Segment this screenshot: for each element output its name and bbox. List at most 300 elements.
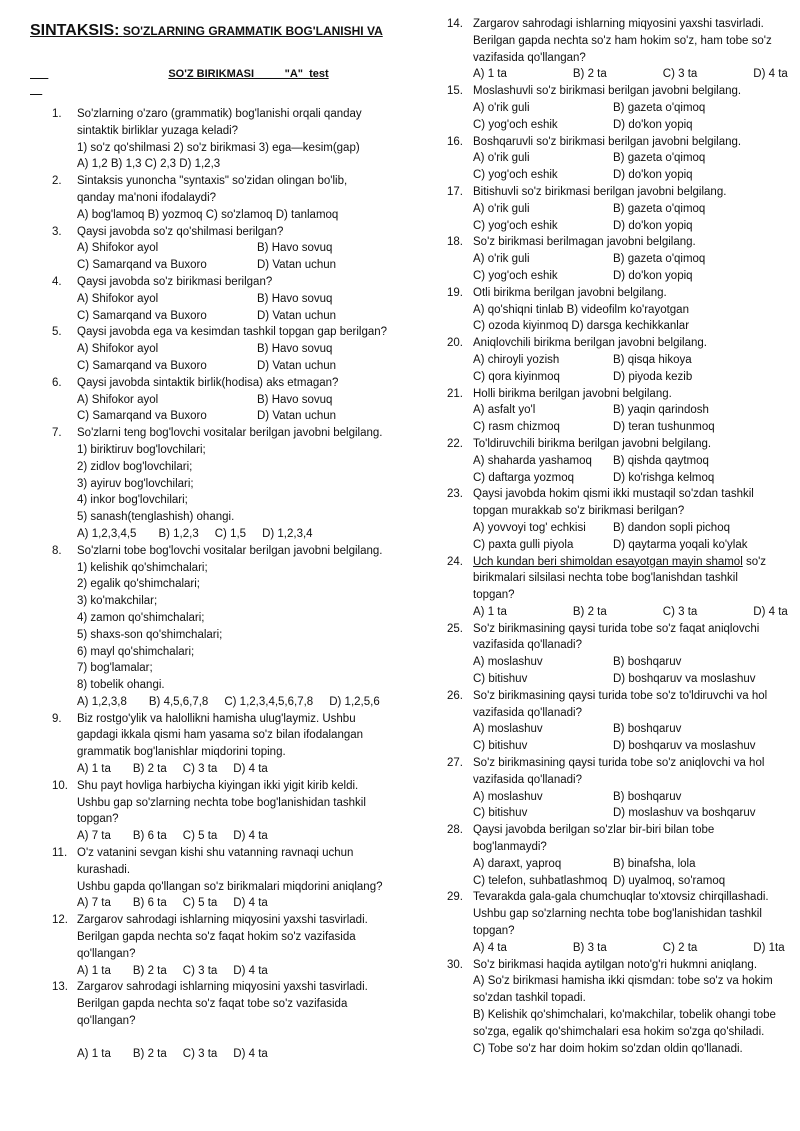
answer-row: [77, 694, 388, 711]
question-text-body: Shu payt hovliga harbiycha kiyingan ikki yigit kirib keldi. Ushbu gap so'zlarning nechta tobe bog'lanishidan tashkil topgan?: [77, 779, 366, 826]
question-item: [30, 543, 388, 711]
answer-option: B) 2 ta: [572, 68, 607, 81]
answer-option: B) boshqaruv: [613, 723, 682, 736]
question-item: [30, 173, 388, 223]
answer-option: C) bitishuv: [473, 740, 528, 753]
page-title: [30, 22, 388, 40]
page-subtitle: [30, 50, 388, 98]
question-item: [447, 957, 782, 1058]
answer-row: [77, 1046, 388, 1063]
answer-option: B) 2 ta: [572, 605, 607, 618]
question-text-body: So'zlarni teng bog'lovchi vositalar berilgan javobni belgilang.: [77, 427, 383, 440]
answer-option: B) qisqa hikoya: [613, 353, 692, 366]
answer-option: B) 2 ta: [132, 1047, 167, 1060]
question-extra-line: 1) so'z qo'shilmasi 2) so'z birikmasi 3) ega—kesim(gap): [77, 141, 360, 154]
answer-option: D) 1ta: [753, 941, 785, 954]
question-item: [447, 335, 782, 385]
question-extra-line: 8) tobelik ohangi.: [77, 679, 165, 692]
question-text-body: Biz rostgo'ylik va halollikni hamisha ulug'laymiz. Ushbu gapdagi ikkala qismi ham yasama so'z bilan ifodalangan grammatik bog'lanishlar miqdorini toping.: [77, 712, 364, 759]
answer-row: [473, 537, 782, 554]
right-column: [447, 16, 788, 1057]
answer-option: B) gazeta o'qimoq: [613, 152, 706, 165]
answer-row: [473, 369, 782, 386]
spacer: [77, 1030, 388, 1046]
answer-option: C) 1,5: [214, 527, 247, 540]
question-number: 10.: [52, 779, 68, 792]
question-number: 8.: [52, 544, 62, 557]
answer-row: [473, 856, 782, 873]
answer-option: D) do'kon yopiq: [613, 169, 693, 182]
answer-row: [77, 963, 388, 980]
answer-option: C) yog'och eshik: [473, 269, 558, 282]
answer-row: [473, 520, 782, 537]
question-number: 3.: [52, 225, 62, 238]
answer-option: B) Havo sovuq: [257, 242, 333, 255]
question-number: 6.: [52, 376, 62, 389]
answer-row: [77, 408, 388, 425]
answer-option: D) uyalmoq, so'ramoq: [613, 874, 726, 887]
answer-option: A) 1 ta: [77, 1047, 111, 1060]
answer-option: A) bog'lamoq B) yozmoq C) so'zlamoq D) tanlamoq: [77, 208, 339, 221]
answer-option: C) yog'och eshik: [473, 219, 558, 232]
subtitle-text: SO'Z BIRIKMASI "A" test: [168, 68, 329, 80]
question-text-body: O'z vatanini sevgan kishi shu vatanning ravnaqi uchun kurashadi.: [77, 847, 354, 876]
question-number: 7.: [52, 427, 62, 440]
question-extra-line: 1) biriktiruv bog'lovchilari;: [77, 443, 206, 456]
question-text: [77, 375, 388, 392]
answer-option: D) boshqaruv va moslashuv: [613, 740, 756, 753]
answer-option: D) do'kon yopiq: [613, 269, 693, 282]
question-number: 27.: [447, 757, 463, 770]
question-text-body: Moslashuvli so'z birikmasi berilgan javobni belgilang.: [473, 85, 742, 98]
question-text-body: So'z birikmasining qaysi turida tobe so'z to'ldiruvchi va hol vazifasida qo'llanadi?: [473, 689, 768, 719]
answer-option: A) o'rik guli: [473, 101, 530, 114]
answer-option: B) 6 ta: [132, 830, 167, 843]
question-number: 30.: [447, 958, 463, 971]
question-text: [473, 335, 782, 352]
answer-option: D) piyoda kezib: [613, 370, 693, 383]
answer-option: D) do'kon yopiq: [613, 118, 693, 131]
question-text-body: Qaysi javobda so'z qo'shilmasi berilgan?: [77, 225, 284, 238]
question-item: [30, 778, 388, 845]
answer-option: D) moslashuv va boshqaruv: [613, 807, 756, 820]
question-text-body: Tevarakda gala-gala chumchuqlar to'xtovsiz chirqillashadi.: [473, 891, 769, 904]
question-extra-line: 3) ko'makchilar;: [77, 595, 158, 608]
answer-row: [77, 392, 388, 409]
question-number: 14.: [447, 18, 463, 30]
answer-option: D) 4 ta: [233, 830, 268, 843]
answer-option: C) bitishuv: [473, 807, 528, 820]
question-item: [447, 386, 782, 436]
question-text: [77, 845, 388, 879]
answer-option: C) yog'och eshik: [473, 118, 558, 131]
answer-option: C) 3 ta: [182, 1047, 218, 1060]
question-text: [77, 324, 388, 341]
answer-option: C) qora kiyinmoq: [473, 370, 560, 383]
answer-option: C) 5 ta: [182, 830, 218, 843]
answer-option: B) boshqaruv: [613, 790, 682, 803]
answer-option: C) 5 ta: [182, 897, 218, 910]
question-item: [30, 979, 388, 1062]
answer-option: C) bitishuv: [473, 673, 528, 686]
question-number: 17.: [447, 185, 463, 198]
question-extra-line: 3) ayiruv bog'lovchilari;: [77, 477, 194, 490]
question-text-body: So'z birikmasining qaysi turida tobe so'z aniqlovchi va hol vazifasida qo'llanadi?: [473, 757, 765, 786]
question-text-body: To'ldiruvchili birikma berilgan javobni belgilang.: [473, 437, 712, 450]
question-text-body: Zargarov sahrodagi ishlarning miqyosini yaxshi tasvirladi. Berilgan gapda nechta so'z ham hokim so'z, ham tobe so'z vazifasida qo'llangan?: [473, 18, 772, 64]
question-item: [447, 554, 788, 621]
answer-option: D) 4 ta: [753, 68, 788, 81]
question-list-left: [30, 106, 388, 1063]
answer-option: A) 1 ta: [77, 964, 111, 977]
answer-row: [77, 207, 388, 224]
question-text-body: Aniqlovchili birikma berilgan javobni belgilang.: [473, 337, 707, 350]
question-item: [447, 621, 782, 688]
question-text: [473, 486, 782, 520]
answer-option: B) 2 ta: [132, 763, 167, 776]
question-item: [447, 822, 782, 889]
answer-option: D) 4 ta: [233, 1047, 268, 1060]
question-text-body: Qaysi javobda berilgan so'zlar bir-biri bilan tobe bog'lanmaydi?: [473, 824, 715, 854]
answer-option: D) boshqaruv va moslashuv: [613, 673, 756, 686]
answer-row: [473, 66, 788, 83]
question-text: [473, 822, 782, 856]
question-text: [77, 778, 388, 828]
question-number: 9.: [52, 712, 62, 725]
answer-row: [473, 940, 785, 957]
answer-row: [77, 828, 388, 845]
question-number: 4.: [52, 275, 62, 288]
answer-option: A) 4 ta: [473, 941, 507, 954]
question-extra-line: Ushbu gap so'zlarning nechta tobe bog'lanishidan tashkil topgan?: [473, 908, 762, 938]
question-extra-line: 2) egalik qo'shimchalari;: [77, 578, 201, 591]
answer-option: A) 1 ta: [473, 68, 507, 81]
answer-option: C) daftarga yozmoq: [473, 471, 574, 484]
question-number: 2.: [52, 175, 62, 188]
question-text-body: Otli birikma berilgan javobni belgilang.: [473, 286, 667, 299]
question-text-body: So'z birikmasi haqida aytilgan noto'g'ri hukmni aniqlang.: [473, 958, 758, 971]
answer-option: C) 3 ta: [662, 68, 698, 81]
question-extra-line: 2) zidlov bog'lovchilari;: [77, 460, 193, 473]
question-extra-line: 5) shaxs-son qo'shimchalari;: [77, 628, 223, 641]
answer-option: D) qaytarma yoqali ko'ylak: [613, 538, 748, 551]
answer-row: [473, 789, 782, 806]
question-item: [30, 224, 388, 274]
question-text: [473, 957, 782, 974]
question-number: 18.: [447, 236, 463, 249]
answer-option: A) moslashuv: [473, 790, 543, 803]
answer-option: B) 6 ta: [132, 897, 167, 910]
question-extra-line: Ushbu gapda qo'llangan so'z birikmalari miqdorini aniqlang?: [77, 880, 383, 893]
answer-option: D) ko'rishga kelmoq: [613, 471, 715, 484]
question-text: [473, 889, 782, 906]
answer-row: [473, 453, 782, 470]
question-text: [77, 274, 388, 291]
answer-row: [473, 721, 782, 738]
answer-option: C) yog'och eshik: [473, 169, 558, 182]
answer-option: B) gazeta o'qimoq: [613, 253, 706, 266]
answer-option: D) Vatan uchun: [257, 259, 337, 272]
question-text-body: Boshqaruvli so'z birikmasi berilgan javobni belgilang.: [473, 135, 742, 148]
question-text-body: Holli birikma berilgan javobni belgilang.: [473, 387, 672, 400]
question-item: [30, 845, 388, 912]
question-extra-line: 7) bog'lamalar;: [77, 662, 153, 675]
answer-option: A) o'rik guli: [473, 202, 530, 215]
answer-option: A) 7 ta: [77, 897, 111, 910]
answer-option: A) 1,2,3,4,5: [77, 527, 137, 540]
question-number: 28.: [447, 824, 463, 837]
question-text-body: So'zlarni tobe bog'lovchi vositalar berilgan javobni belgilang.: [77, 544, 383, 557]
question-item: [30, 375, 388, 425]
answer-option: C) Samarqand va Buxoro: [77, 309, 207, 322]
answer-row: [473, 251, 782, 268]
question-number: 11.: [52, 847, 68, 860]
answer-row: [473, 402, 782, 419]
question-text-body: So'z birikmasining qaysi turida tobe so'z faqat aniqlovchi vazifasida qo'llanadi?: [473, 622, 760, 652]
question-extra-line: B) Kelishik qo'shimchalari, ko'makchilar, tobelik ohangi tobe so'zga, egalik qo'shimchalari esa hokim so'zga qo'shiladi.: [473, 1009, 776, 1038]
answer-row: [473, 100, 782, 117]
answer-row: [473, 302, 782, 319]
answer-option: D) Vatan uchun: [257, 309, 337, 322]
question-text: [473, 755, 782, 789]
question-item: [447, 486, 782, 553]
question-text-body: Qaysi javobda ega va kesimdan tashkil topgan gap berilgan?: [77, 326, 388, 339]
answer-option: A) Shifokor ayol: [77, 393, 159, 406]
answer-row: [473, 318, 782, 335]
question-extra-line: 4) inkor bog'lovchilari;: [77, 494, 188, 507]
answer-option: A) moslashuv: [473, 656, 543, 669]
answer-option: B) yaqin qarindosh: [613, 404, 709, 417]
question-text: [77, 224, 388, 241]
question-item: [30, 324, 388, 374]
answer-option: C) 3 ta: [662, 605, 698, 618]
question-number: 21.: [447, 387, 463, 400]
question-text: [473, 134, 782, 151]
question-text-body: Sintaksis yunoncha "syntaxis" so'zidan olingan bo'lib, qanday ma'noni ifodalaydi?: [77, 175, 348, 204]
question-text: [473, 436, 782, 453]
question-text-body: Qaysi javobda hokim qismi ikki mustaqil so'zdan tashkil topgan murakkab so'z birikmasi berilgan?: [473, 488, 754, 518]
answer-row: [473, 604, 788, 621]
answer-option: B) 1,2,3: [158, 527, 199, 540]
answer-option: A) shaharda yashamoq: [473, 454, 592, 467]
title-rest: SO'ZLARNING GRAMMATIK BOG'LANISHI VA: [122, 24, 383, 38]
question-text: [473, 554, 782, 604]
answer-option: C) Samarqand va Buxoro: [77, 359, 207, 372]
answer-option: C) 3 ta: [182, 964, 218, 977]
question-extra-line: 4) zamon qo'shimchalari;: [77, 611, 205, 624]
question-extra-line: A) So'z birikmasi hamisha ikki qismdan: tobe so'z va hokim so'zdan tashkil topadi.: [473, 975, 773, 1005]
question-text: [473, 285, 782, 302]
answer-option: A) chiroyli yozish: [473, 353, 560, 366]
answer-row: [77, 358, 388, 375]
question-number: 1.: [52, 108, 62, 120]
answer-option: B) Havo sovuq: [257, 393, 333, 406]
answer-option: C) telefon, suhbatlashmoq: [473, 874, 608, 887]
question-item: [30, 425, 388, 543]
answer-option: B) 4,5,6,7,8: [148, 695, 209, 708]
answer-option: A) moslashuv: [473, 723, 543, 736]
answer-option: B) 2 ta: [132, 964, 167, 977]
answer-option: D) 1,2,5,6: [329, 695, 380, 708]
answer-row: [473, 654, 782, 671]
answer-option: A) 1 ta: [473, 605, 507, 618]
answer-option: C) Samarqand va Buxoro: [77, 410, 207, 423]
answer-option: A) Shifokor ayol: [77, 343, 159, 356]
question-item: [447, 16, 788, 83]
question-item: [30, 274, 388, 324]
answer-row: [77, 526, 388, 543]
question-item: [447, 755, 782, 822]
answer-row: [77, 240, 388, 257]
answer-option: B) gazeta o'qimoq: [613, 202, 706, 215]
answer-row: [77, 156, 388, 173]
answer-option: C) rasm chizmoq: [473, 421, 560, 434]
question-number: 16.: [447, 135, 463, 148]
question-text: [77, 912, 388, 962]
answer-option: C) ozoda kiyinmoq D) darsga kechikkanlar: [473, 320, 690, 333]
answer-row: [473, 117, 782, 134]
question-text-body: Qaysi javobda so'z birikmasi berilgan?: [77, 275, 273, 288]
question-list-right: [447, 16, 788, 1057]
question-text: [473, 621, 782, 655]
question-text: [473, 16, 782, 66]
answer-option: A) daraxt, yaproq: [473, 857, 562, 870]
answer-option: B) binafsha, lola: [613, 857, 696, 870]
answer-option: D) 4 ta: [233, 897, 268, 910]
question-text: [77, 425, 388, 442]
answer-row: [473, 218, 782, 235]
answer-option: A) asfalt yo'l: [473, 404, 536, 417]
answer-option: B) qishda qaytmoq: [613, 454, 709, 467]
answer-row: [473, 419, 782, 436]
question-number: 13.: [52, 981, 68, 994]
answer-option: A) o'rik guli: [473, 152, 530, 165]
question-item: [447, 234, 782, 284]
question-text: [77, 711, 388, 761]
question-text-body: Zargarov sahrodagi ishlarning miqyosini yaxshi tasvirladi. Berilgan gapda nechta so'z faqat tobe so'z vazifasida qo'llangan?: [77, 981, 368, 1028]
answer-option: D) teran tushunmoq: [613, 421, 715, 434]
question-text: [473, 386, 782, 403]
answer-row: [473, 671, 782, 688]
left-column: [30, 22, 388, 1063]
question-item: [30, 711, 388, 778]
answer-option: D) Vatan uchun: [257, 410, 337, 423]
answer-option: C) 2 ta: [662, 941, 698, 954]
question-text: [473, 234, 782, 251]
question-number: 22.: [447, 437, 463, 450]
question-text-body: Zargarov sahrodagi ishlarning miqyosini yaxshi tasvirladi. Berilgan gapda nechta so'z faqat hokim so'z vazifasida qo'llangan?: [77, 914, 368, 960]
question-text: [77, 106, 388, 140]
answer-option: C) Samarqand va Buxoro: [77, 259, 207, 272]
answer-option: C) 1,2,3,4,5,6,7,8: [224, 695, 314, 708]
question-item: [447, 285, 782, 335]
answer-row: [473, 738, 782, 755]
question-item: [447, 889, 785, 956]
question-number: 5.: [52, 326, 62, 339]
question-text-body: So'zlarning o'zaro (grammatik) bog'lanishi orqali qanday sintaktik birliklar yuzaga keladi?: [77, 108, 362, 137]
answer-option: A) qo'shiqni tinlab B) videofilm ko'rayotgan: [473, 303, 689, 316]
question-text: [77, 543, 388, 560]
question-item: [30, 106, 388, 173]
answer-option: C) paxta gulli piyola: [473, 538, 574, 551]
answer-option: A) 1,2 B) 1,3 C) 2,3 D) 1,2,3: [77, 158, 221, 171]
answer-option: B) boshqaruv: [613, 656, 682, 669]
question-text: [473, 184, 782, 201]
answer-option: B) gazeta o'qimoq: [613, 101, 706, 114]
answer-option: B) Havo sovuq: [257, 343, 333, 356]
question-number: 23.: [447, 488, 463, 501]
question-item: [447, 184, 782, 234]
answer-option: A) Shifokor ayol: [77, 242, 159, 255]
answer-option: D) 4 ta: [753, 605, 788, 618]
question-text: [77, 173, 388, 207]
answer-row: [473, 470, 782, 487]
question-item: [30, 912, 388, 979]
question-text-underlined: Uch kundan beri shimoldan esayotgan mayin shamol: [473, 555, 743, 568]
answer-row: [77, 308, 388, 325]
question-number: 25.: [447, 622, 463, 635]
question-number: 29.: [447, 891, 463, 904]
answer-option: D) 4 ta: [233, 964, 268, 977]
answer-row: [473, 805, 782, 822]
title-main: SINTAKSIS:: [30, 22, 120, 39]
question-text: [473, 688, 782, 722]
answer-option: A) Shifokor ayol: [77, 292, 159, 305]
question-text-body: Qaysi javobda sintaktik birlik(hodisa) aks etmagan?: [77, 376, 339, 389]
question-number: 26.: [447, 689, 463, 702]
answer-option: B) 3 ta: [572, 941, 607, 954]
answer-row: [473, 873, 782, 890]
question-extra-line: 6) mayl qo'shimchalari;: [77, 645, 195, 658]
question-text-body: So'z birikmasi berilmagan javobni belgilang.: [473, 236, 696, 249]
answer-option: C) 3 ta: [182, 763, 218, 776]
answer-row: [77, 895, 388, 912]
answer-option: D) 4 ta: [233, 763, 268, 776]
answer-row: [473, 167, 782, 184]
question-item: [447, 436, 782, 486]
answer-option: A) 1,2,3,8: [77, 695, 127, 708]
question-number: 12.: [52, 914, 68, 927]
answer-row: [473, 268, 782, 285]
question-extra-line: 5) sanash(tenglashish) ohangi.: [77, 511, 235, 524]
question-text-body: so'z birikmalari silsilasi nechta tobe bog'lanishdan tashkil topgan?: [473, 555, 767, 602]
question-text: [77, 979, 388, 1029]
question-text: [473, 83, 782, 100]
question-extra-line: 1) kelishik qo'shimchalari;: [77, 561, 208, 574]
answer-option: D) Vatan uchun: [257, 359, 337, 372]
answer-option: A) yovvoyi tog' echkisi: [473, 521, 586, 534]
question-number: 24.: [447, 555, 463, 568]
answer-row: [77, 257, 388, 274]
question-number: 15.: [447, 85, 463, 98]
question-item: [447, 688, 782, 755]
question-text-body: Bitishuvli so'z birikmasi berilgan javobni belgilang.: [473, 185, 727, 198]
answer-row: [473, 150, 782, 167]
answer-row: [77, 291, 388, 308]
question-number: 20.: [447, 337, 463, 350]
answer-row: [473, 201, 782, 218]
answer-option: B) dandon sopli pichoq: [613, 521, 730, 534]
question-number: 19.: [447, 286, 463, 299]
answer-option: B) Havo sovuq: [257, 292, 333, 305]
answer-option: A) o'rik guli: [473, 253, 530, 266]
answer-option: A) 1 ta: [77, 763, 111, 776]
question-extra-line: C) Tobe so'z har doim hokim so'zdan oldin qo'llanadi.: [473, 1042, 743, 1055]
answer-option: D) do'kon yopiq: [613, 219, 693, 232]
answer-option: D) 1,2,3,4: [262, 527, 313, 540]
answer-row: [77, 761, 388, 778]
answer-option: A) 7 ta: [77, 830, 111, 843]
